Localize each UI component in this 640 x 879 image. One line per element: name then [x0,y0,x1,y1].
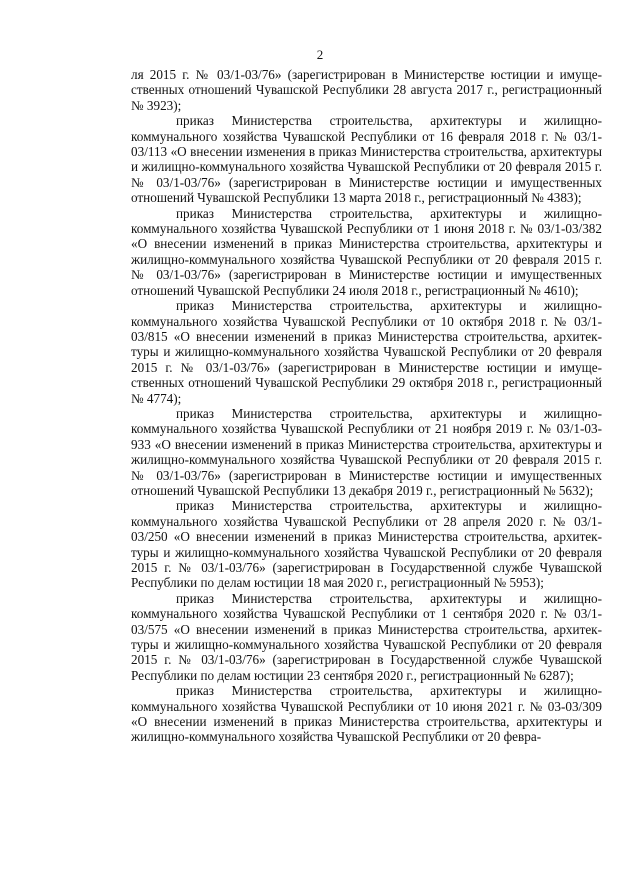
paragraph-continuation: ля 2015 г. № 03/1-03/76» (зарегистрирован в Министерстве юстиции и имущественных отношений Чувашской Республики 28 августа 2017 г., регистрационный № 3923); [131,67,602,113]
paragraph-order-2019-11-21: приказ Министерства строительства, архитектуры и жилищно-коммунального хозяйства Чувашской Республики от 21 ноября 2019 г. № 03/1-03-933 «О внесении изменений в приказ Министерства строительства, архитектуры и жилищно-коммунального хозяйства Чувашской Республики от 20 февраля 2015 г. № 03/1-03/76» (зарегистрирован в Министерстве юстиции и имущественных отношений Чувашской Республики 13 декабря 2019 г., регистрационный № 5632); [131,405,602,498]
paragraph-order-2020-09-01: приказ Министерства строительства, архитектуры и жилищно-коммунального хозяйства Чувашской Республики от 1 сентября 2020 г. № 03/1-03/575 «О внесении изменений в приказ Министерства строительства, архитектуры и жилищно-коммунального хозяйства Чувашской Республики от 20 февраля 2015 г. № 03/1-03/76» (зарегистрирован в Государственной службе Чувашской Республики по делам юстиции 23 сентября 2020 г., регистрационный № 6287); [131,590,602,683]
page-number: 2 [316,47,324,62]
paragraph-order-2021-06-10: приказ Министерства строительства, архитектуры и жилищно-коммунального хозяйства Чувашской Республики от 10 июня 2021 г. № 03-03/309 «О внесении изменений в приказ Министерства строительства, архитектуры и жилищно-коммунального хозяйства Чувашской Республики от 20 февра- [131,683,602,745]
document-body [131,67,602,745]
paragraph-order-2020-04-28: приказ Министерства строительства, архитектуры и жилищно-коммунального хозяйства Чувашской Республики от 28 апреля 2020 г. № 03/1-03/250 «О внесении изменений в приказ Министерства строительства, архитектуры и жилищно-коммунального хозяйства Чувашской Республики от 20 февраля 2015 г. № 03/1-03/76» (зарегистрирован в Государственной службе Чувашской Республики по делам юстиции 18 мая 2020 г., регистрационный № 5953); [131,498,602,591]
paragraph-order-2018-02-16: приказ Министерства строительства, архитектуры и жилищно-коммунального хозяйства Чувашской Республики от 16 февраля 2018 г. № 03/1-03/113 «О внесении изменения в приказ Министерства строительства, архитектуры и жилищно-коммунального хозяйства Чувашской Республики от 20 февраля 2015 г. № 03/1-03/76» (зарегистрирован в Министерстве юстиции и имущественных отношений Чувашской Республики 13 марта 2018 г., регистрационный № 4383); [131,113,602,206]
paragraph-order-2018-10-10: приказ Министерства строительства, архитектуры и жилищно-коммунального хозяйства Чувашской Республики от 10 октября 2018 г. № 03/1-03/815 «О внесении изменений в приказ Министерства строительства, архитектуры и жилищно-коммунального хозяйства Чувашской Республики от 20 февраля 2015 г. № 03/1-03/76» (зарегистрирован в Министерстве юстиции и имущественных отношений Чувашской Республики 29 октября 2018 г., регистрационный № 4774); [131,298,602,406]
paragraph-order-2018-06-01: приказ Министерства строительства, архитектуры и жилищно-коммунального хозяйства Чувашской Республики от 1 июня 2018 г. № 03/1-03/382 «О внесении изменений в приказ Министерства строительства, архитектуры и жилищно-коммунального хозяйства Чувашской Республики от 20 февраля 2015 г. № 03/1-03/76» (зарегистрирован в Министерстве юстиции и имущественных отношений Чувашской Республики 24 июля 2018 г., регистрационный № 4610); [131,205,602,298]
